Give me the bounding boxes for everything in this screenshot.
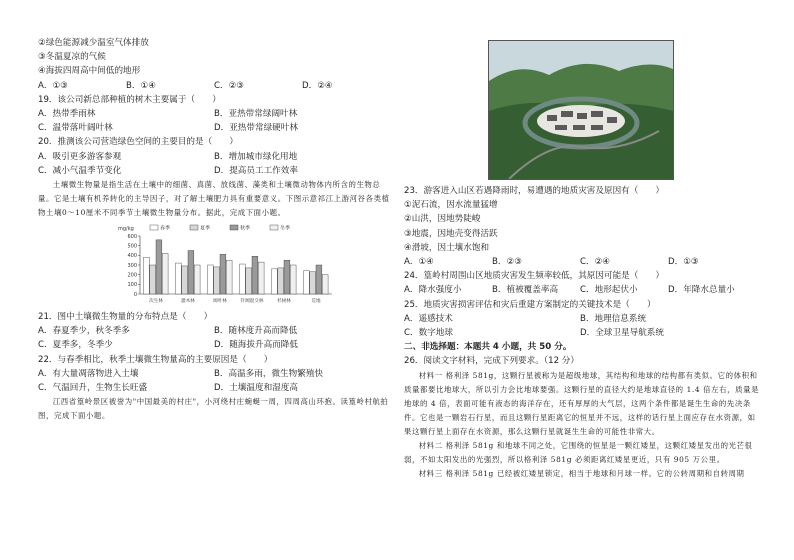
legend-label: 夏季 — [200, 225, 211, 232]
chart-bar — [188, 251, 194, 295]
chart-bar — [272, 269, 278, 294]
chart-bar — [194, 265, 200, 294]
choice[interactable]: B．高温多雨，微生物繁殖快 — [214, 368, 324, 379]
question-23: 23．游客进入山区若遇降雨时，易遭遇的地质灾害及原因有（ ） — [404, 186, 665, 196]
choice[interactable]: B．地理信息系统 — [580, 313, 647, 324]
y-tick-label: 500 — [127, 243, 137, 250]
choice[interactable]: A．春夏季少，秋冬季多 — [38, 326, 130, 337]
y-axis-unit-label: mg/kg — [118, 226, 134, 233]
left-column — [38, 36, 390, 423]
choice[interactable]: C．②④ — [580, 257, 611, 268]
choice[interactable]: D．①③ — [668, 257, 699, 268]
choice[interactable]: A．①③ — [38, 80, 68, 91]
choice[interactable]: B．随林度升高而降低 — [214, 326, 298, 337]
chart-bar — [214, 267, 220, 294]
choice[interactable]: B．②③ — [492, 257, 522, 268]
question-20: 20．推测该公司营造绿色空间的主要目的是（ ） — [38, 137, 238, 148]
chart-bar — [310, 272, 316, 294]
choice[interactable]: C．减小气温季节变化 — [38, 165, 122, 176]
legend-swatch — [150, 225, 158, 230]
question-25: 25．地质灾害损害评估和灾后重建方案制定的关键技术是（ ） — [404, 299, 656, 310]
question-21: 21．图中土壤微生物量的分布特点是（ ） — [38, 312, 213, 323]
x-category-label: 次生林 — [149, 299, 163, 305]
x-category-label: 杉树林 — [277, 299, 291, 305]
chart-bar — [208, 265, 214, 294]
village-aerial-photo — [488, 40, 674, 180]
chart-bar — [226, 260, 232, 294]
question-22: 22．与春季相比，秋季土壤微生物量高的主要原因是（ ） — [38, 354, 273, 365]
question-26: 26．阅读文字材料，完成下列要求。（12 分） — [404, 356, 579, 367]
chart-bar — [322, 275, 328, 294]
y-tick-label: 200 — [127, 272, 137, 279]
choice[interactable]: C．气温回升，生物生长旺盛 — [38, 383, 148, 394]
choice[interactable]: A．遥感技术 — [404, 313, 453, 324]
statement-item: ③地震，因地壳变得活跃 — [404, 228, 498, 239]
choice[interactable]: D．亚热带常绿硬叶林 — [214, 123, 298, 134]
choice[interactable]: C．温带落叶阔叶林 — [38, 123, 113, 134]
chart-bar — [144, 257, 150, 294]
statement-item: ①泥石流，因水流量猛增 — [404, 200, 498, 211]
q18-options — [38, 79, 390, 93]
option-line: ③冬温夏凉的气候 — [38, 52, 106, 63]
choice[interactable]: D．全球卫星导航系统 — [580, 328, 664, 339]
material-paragraph: 材料二 格利泽 581g 和地球不同之处，它围绕的恒星是一颗红矮星，这颗红矮星发出的光芒很弱，不如太阳发出的光强烈，所以格利泽 581g 必须距离红矮星更近，只有 905 万公里。 — [404, 440, 753, 464]
chart-bar — [246, 268, 252, 294]
material-paragraph: 材料三 格利泽 581g 已经被红矮星锁定，相当于地球和月球一样。它的公转周期和自转周期 — [418, 468, 745, 478]
x-category-label: 荒地 — [311, 299, 321, 305]
option-line: ④海拔四周高中间低的地形 — [38, 66, 141, 77]
x-category-label: 针阔混交林 — [240, 299, 264, 305]
q24-options — [404, 283, 760, 297]
legend-label: 秋季 — [240, 225, 251, 232]
chart-bar — [252, 256, 258, 294]
chart-bar — [284, 260, 290, 294]
aerial-photo-image — [489, 41, 673, 179]
choice[interactable]: A．吸引更多游客参观 — [38, 151, 122, 162]
choice[interactable]: C．②③ — [214, 80, 245, 91]
choice[interactable]: B．亚热带常绿阔叶林 — [214, 109, 298, 120]
chart-bar — [240, 264, 246, 294]
chart-bar — [316, 265, 322, 294]
legend-label: 春季 — [160, 225, 171, 232]
right-column — [404, 184, 760, 481]
option-line: ②绿色能源减少温室气体排放 — [38, 38, 149, 48]
chart-bar — [220, 254, 226, 294]
x-category-label: 灌木林 — [181, 299, 195, 305]
chart-bar — [182, 266, 188, 294]
chart-bar — [290, 265, 296, 294]
choice[interactable]: B．①④ — [126, 80, 156, 91]
statement-item: ④滑坡，因土壤水饱和 — [404, 242, 490, 253]
choice[interactable]: A．热带季雨林 — [38, 109, 96, 120]
choice[interactable]: C．地形起伏小 — [580, 285, 638, 296]
choice[interactable]: D．随海拔升高而降低 — [214, 340, 298, 351]
chart-bar — [176, 263, 182, 294]
chart-bar — [304, 271, 310, 294]
question-19: 19．该公司新总部种植的树木主要属于（ ） — [38, 94, 221, 105]
section-heading: 二、非选择题：本题共 4 小题，共 50 分。 — [404, 342, 572, 353]
y-tick-label: 100 — [127, 282, 137, 289]
choice[interactable]: A．降水强度小 — [404, 285, 462, 296]
material-paragraph: 江西省篁岭景区被誉为"中国最美的村庄"，小河绕村庄蜿蜒一周，四周高山环抱。读篁岭村航拍图，完成下面小题。 — [38, 397, 389, 421]
y-tick-label: 600 — [127, 233, 137, 240]
legend-label: 冬季 — [280, 225, 291, 232]
legend-swatch — [190, 225, 198, 230]
chart-bar — [162, 253, 168, 294]
choice[interactable]: A．①④ — [404, 257, 434, 268]
choice[interactable]: D．②④ — [302, 80, 333, 91]
legend-swatch — [270, 225, 278, 230]
choice[interactable]: A．有大量凋落物进入土壤 — [38, 368, 139, 379]
x-category-label: 阔叶林 — [213, 299, 227, 305]
bar-chart-svg — [116, 222, 336, 308]
choice[interactable]: B．植被覆盖率高 — [492, 285, 559, 296]
y-tick-label: 400 — [127, 253, 137, 260]
choice[interactable]: C．数字地球 — [404, 328, 453, 339]
chart-bar — [258, 262, 264, 294]
choice[interactable]: D．年降水总量小 — [668, 285, 735, 296]
question-24: 24．篁岭村周围山区地质灾害发生频率较低，其原因可能是（ ） — [404, 271, 665, 282]
choice[interactable]: D．提高员工工作效率 — [214, 165, 298, 176]
chart-bar — [278, 268, 284, 294]
microbe-bar-chart — [116, 222, 336, 308]
chart-bar — [156, 240, 162, 294]
choice[interactable]: D．土壤温度和湿度高 — [214, 383, 298, 394]
q23-options — [404, 255, 760, 269]
legend-swatch — [230, 225, 238, 230]
y-tick-label: 0 — [133, 291, 137, 298]
chart-bar — [150, 265, 156, 294]
choice[interactable]: C．夏季多，冬季少 — [38, 340, 113, 351]
choice[interactable]: B．增加城市绿化用地 — [214, 151, 298, 162]
y-tick-label: 300 — [127, 262, 137, 269]
material-paragraph: 土壤微生物量是指生活在土壤中的细菌、真菌、放线菌、藻类和土壤微动物体内所含的生物总量。它是土壤有机养转化的主导因子，对了解土壤肥力具有重要意义。下图示意祁江上游河谷各类植物土壤0～10厘米不同季节土壤微生物量分布。据此，完成下面小题。 — [38, 180, 390, 218]
material-paragraph: 材料一 格利泽 581g，这颗行星被称为是超级地球，其结构和地球的结构都有类似。它的体积和质量都要比地球大，所以引力会比地球要强。这颗行星的直径大约是地球直径的 1.4 倍左右，质量是地球的 4 倍，表面可能有液态的海洋存在，还有厚厚的大气层，这两个条件都是诞生生命的先决条件。它也是一颗岩石行星，而且这颗行星距离它的恒星并不远，这样的话行星上面应存在水资源，如果这颗行星上面存在水资源，那么这颗行星就诞生生命的可能性非常大。 — [404, 370, 760, 436]
statement-item: ②山洪，因地势陡峻 — [404, 214, 481, 225]
